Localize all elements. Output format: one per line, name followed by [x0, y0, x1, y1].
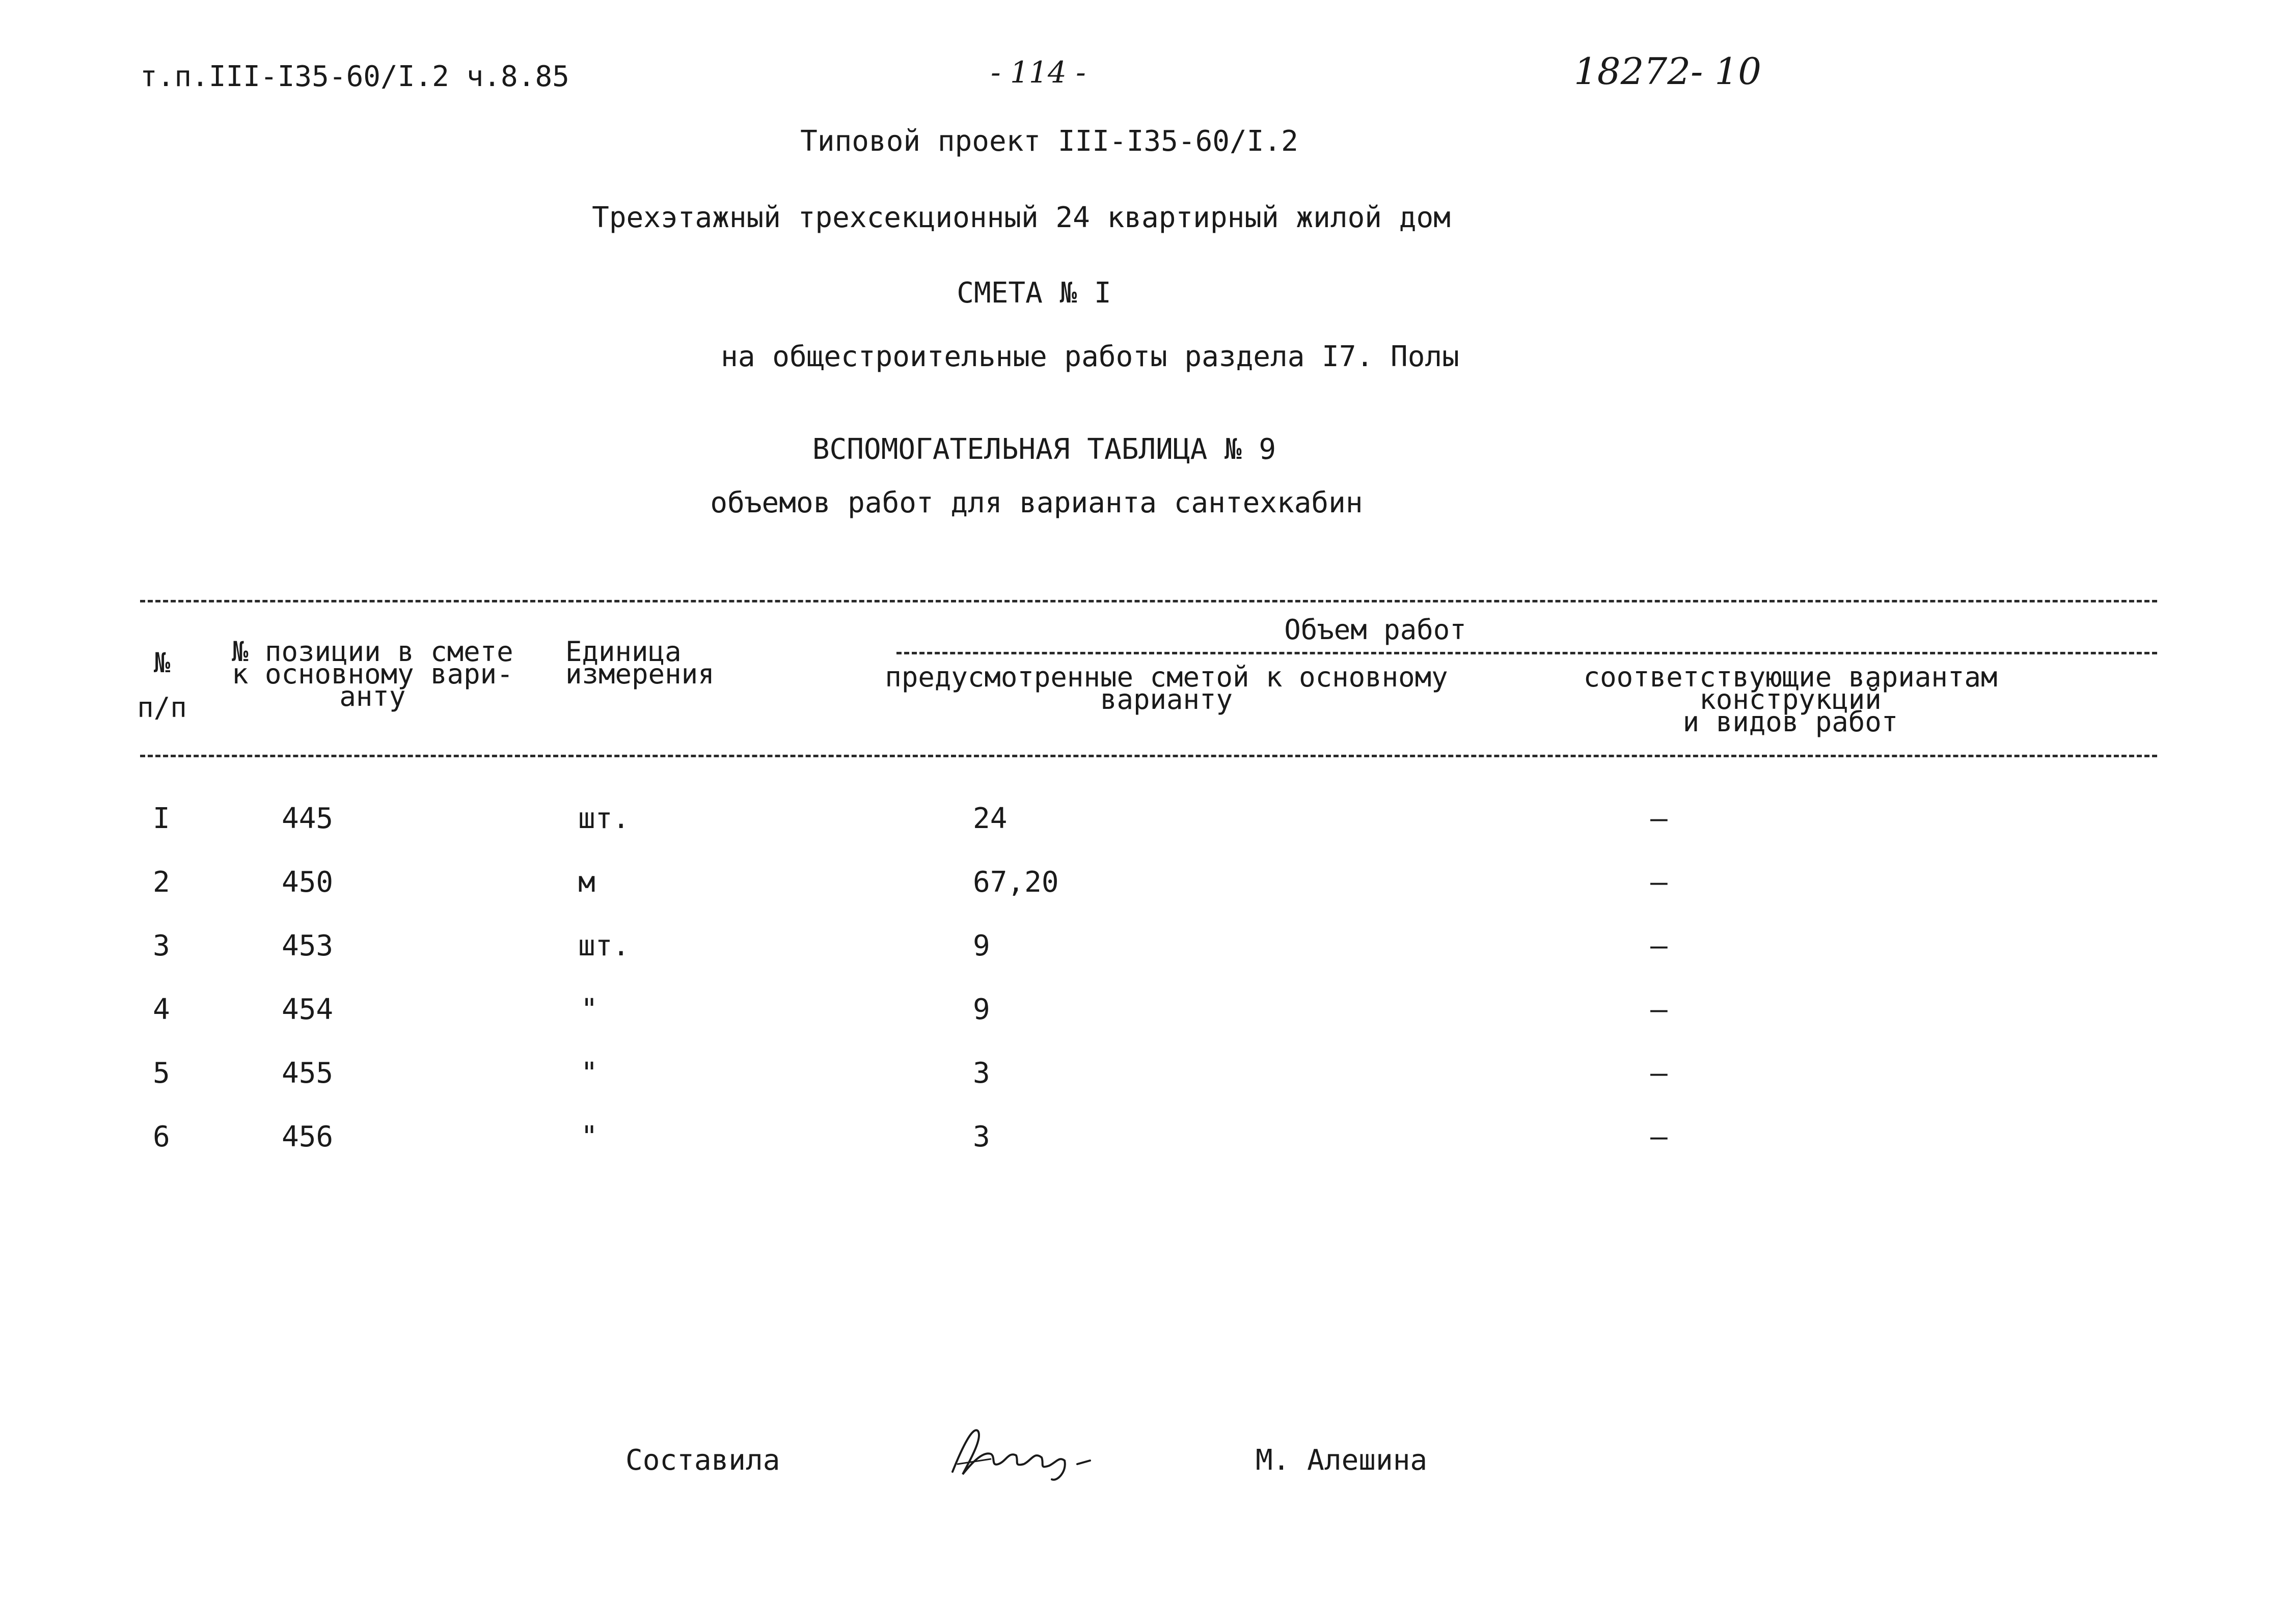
cell-position: 450: [282, 866, 334, 899]
estimate-title: СМЕТА № I: [957, 277, 1111, 310]
header-unit: Единица измерения: [565, 636, 715, 690]
cell-unit: шт.: [578, 802, 630, 835]
cell-position: 455: [282, 1057, 334, 1090]
table-row: [0, 802, 2286, 838]
cell-number: 6: [153, 1120, 170, 1153]
cell-number: 5: [153, 1057, 170, 1090]
cell-position: 453: [282, 929, 334, 962]
cell-alt-volume: –: [1650, 929, 1668, 962]
cell-alt-volume: –: [1650, 1057, 1668, 1090]
header-volume-alt: соответствующие вариантам конструкций и видов работ: [1583, 661, 1998, 738]
project-title: Типовой проект III-I35-60/I.2: [800, 125, 1298, 158]
table-row: [0, 1057, 2286, 1092]
cell-volume: 3: [973, 1120, 990, 1153]
table-subtitle: объемов работ для варианта сантехкабин: [710, 486, 1363, 519]
cell-unit: ": [581, 1057, 598, 1090]
header-row-number: № п/п: [137, 647, 187, 724]
group-header-rule: [896, 652, 2157, 654]
cell-number: 4: [153, 993, 170, 1026]
cell-volume: 24: [973, 802, 1008, 835]
table-row: [0, 993, 2286, 1029]
table-title: ВСПОМОГАТЕЛЬНАЯ ТАБЛИЦА № 9: [812, 433, 1276, 466]
cell-alt-volume: –: [1650, 1120, 1668, 1153]
cell-volume: 9: [973, 993, 990, 1026]
cell-number: 3: [153, 929, 170, 962]
table-top-rule: [140, 600, 2157, 602]
cell-unit: м: [578, 866, 595, 899]
scope-title: на общестроительные работы раздела I7. Полы: [721, 340, 1459, 373]
cell-alt-volume: –: [1650, 993, 1668, 1026]
compiler-name: М. Алешина: [1256, 1444, 1428, 1477]
page-number: - 114 -: [991, 55, 1086, 90]
cell-alt-volume: –: [1650, 802, 1668, 835]
document-number: 18272- 10: [1574, 50, 1761, 93]
compiled-by-label: Составила: [625, 1444, 780, 1477]
cell-volume: 9: [973, 929, 990, 962]
cell-number: I: [153, 802, 170, 835]
cell-volume: 67,20: [973, 866, 1059, 899]
header-volume-group: Объем работ: [1284, 614, 1466, 646]
document-code: т.п.III-I35-60/I.2 ч.8.85: [140, 60, 569, 93]
cell-unit: ": [581, 1120, 598, 1153]
cell-position: 454: [282, 993, 334, 1026]
cell-volume: 3: [973, 1057, 990, 1090]
signature: [942, 1416, 1110, 1492]
header-position: № позиции в смете к основному вари- анту: [232, 636, 513, 712]
table-row: [0, 866, 2286, 901]
cell-unit: шт.: [578, 929, 630, 962]
cell-alt-volume: –: [1650, 866, 1668, 899]
header-bottom-rule: [140, 755, 2157, 757]
cell-unit: ": [581, 993, 598, 1026]
cell-number: 2: [153, 866, 170, 899]
table-row: [0, 1120, 2286, 1156]
table-row: [0, 929, 2286, 965]
building-title: Трехэтажный трехсекционный 24 квартирный жилой дом: [592, 201, 1451, 234]
cell-position: 445: [282, 802, 334, 835]
cell-position: 456: [282, 1120, 334, 1153]
header-volume-base: предусмотренные сметой к основному варианту: [885, 661, 1448, 715]
